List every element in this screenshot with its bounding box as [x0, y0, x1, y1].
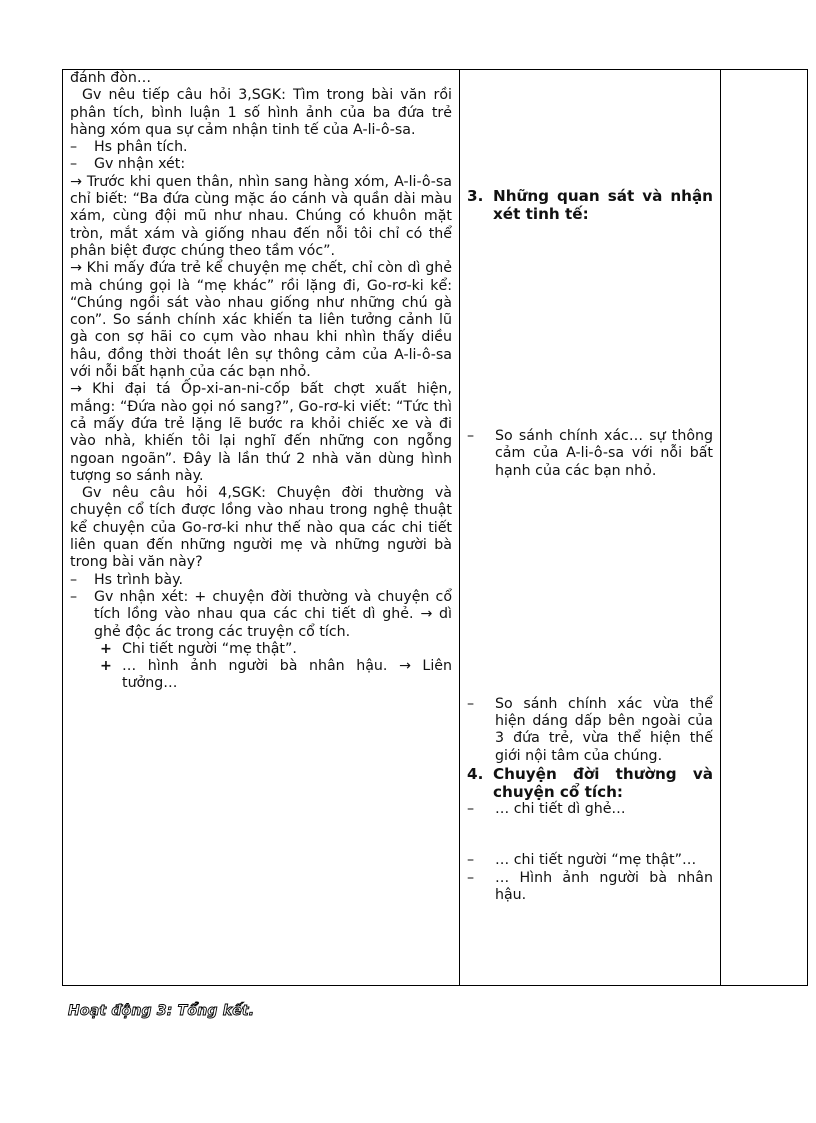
dash-marker: –	[467, 695, 475, 712]
bullet-text: So sánh chính xác… sự thông cảm của A-li-ô-sa với nỗi bất hạnh của các bạn nhỏ.	[495, 428, 713, 479]
activity-3-heading: Hoạt động 3: Tổng kết.	[68, 1003, 255, 1019]
heading-number: 3.	[467, 187, 484, 205]
bullet-text: Gv nhận xét:	[94, 156, 186, 173]
section-heading-4	[467, 765, 713, 801]
dash-marker: –	[467, 801, 475, 818]
dash-marker: –	[467, 428, 475, 444]
left-paragraph-0: đánh đòn…	[70, 70, 152, 86]
content-cell	[460, 70, 721, 986]
teacher-activity-cell	[63, 70, 460, 986]
bullet-text: So sánh chính xác vừa thể hiện dáng dấp bên ngoài của 3 đứa trẻ, vừa thể hiện thế giới nội tâm của chúng.	[495, 695, 713, 764]
left-bullet-4	[70, 589, 452, 641]
content-bullet-2	[467, 696, 713, 765]
left-subbullet-2	[70, 658, 452, 693]
left-bullet-1	[70, 139, 452, 156]
lesson-table-grid	[62, 69, 808, 986]
plus-marker: +	[100, 640, 112, 657]
bullet-text: … chi tiết dì ghẻ…	[495, 801, 626, 818]
dash-marker: –	[70, 588, 78, 605]
lesson-table	[62, 69, 806, 986]
spacer	[467, 480, 713, 696]
bullet-text: Hs phân tích.	[94, 139, 188, 156]
heading-number: 4.	[467, 765, 484, 784]
dash-marker: –	[70, 156, 78, 173]
spacer	[467, 223, 713, 428]
dash-marker: –	[70, 139, 78, 156]
left-paragraph-3: → Khi mấy đứa trẻ kể chuyện mẹ chết, chỉ còn dì ghẻ mà chúng gọi là “mẹ khác” rồi lặng đi, Go-rơ-ki kể: “Chúng ngồi sát vào nhau giống như những chú gà con”. So sánh chính xác khiến ta liên tưởng cảnh lũ gà con sợ hãi co cụm vào nhau khi nhìn thấy diều hâu, đồng thời thoát lên sự thông cảm của A-li-ô-sa với nỗi bất hạnh của các bạn nhỏ.	[70, 260, 452, 381]
subbullet-text: … hình ảnh người bà nhân hậu. → Liên tưởng…	[122, 658, 452, 692]
left-subbullet-1	[70, 641, 452, 658]
bullet-text: … Hình ảnh người bà nhân hậu.	[495, 869, 713, 903]
dash-marker: –	[467, 852, 475, 869]
left-paragraph-2: → Trước khi quen thân, nhìn sang hàng xóm, A-li-ô-sa chỉ biết: “Ba đứa cùng mặc áo cánh và quần dài màu xám, cùng đội mũ như nhau. Chúng có khuôn mặt tròn, mắt xám và giống nhau đến nỗi tôi chỉ có thể phân biệt được chúng theo tầm vóc”.	[70, 173, 452, 259]
content-bullet-4	[467, 852, 713, 869]
content-bullet-5	[467, 870, 713, 905]
left-question-4: Gv nêu câu hỏi 4,SGK: Chuyện đời thường và chuyện cổ tích được lồng vào nhau trong nghệ thuật kể chuyện của Go-rơ-ki như thế nào qua các chi tiết liên quan đến những người mẹ và những người bà trong bài văn này?	[70, 485, 452, 571]
content-bullet-3	[467, 801, 713, 818]
plus-marker: +	[100, 658, 112, 675]
notes-cell	[721, 70, 808, 986]
dash-marker: –	[467, 869, 475, 886]
content-bullet-1	[467, 428, 713, 480]
left-bullet-3	[70, 572, 452, 589]
left-question-3: Gv nêu tiếp câu hỏi 3,SGK: Tìm trong bài văn rồi phân tích, bình luận 1 số hình ảnh của ba đứa trẻ hàng xóm qua sự cảm nhận tinh tế của A-li-ô-sa.	[70, 87, 452, 138]
spacer	[467, 818, 713, 852]
bullet-text: Hs trình bày.	[94, 571, 183, 588]
left-paragraph-4: → Khi đại tá Ốp-xi-an-ni-cốp bất chợt xuất hiện, mắng: “Đứa nào gọi nó sang?”, Go-rơ-ki viết: “Tức thì cả mấy đứa trẻ lặng lẽ bước ra khỏi chiếc xe và đi vào nhà, khiến tôi lại nghĩ đến những con ngỗng ngoan ngoãn”. Đây là lần thứ 2 nhà văn dùng hình tượng so sánh này.	[70, 381, 452, 484]
table-row	[63, 70, 808, 986]
heading-text: Chuyện đời thường và chuyện cổ tích:	[493, 765, 713, 802]
dash-marker: –	[70, 571, 78, 588]
spacer	[467, 70, 713, 187]
bullet-text: Gv nhận xét: + chuyện đời thường và chuyện cổ tích lồng vào nhau qua các chi tiết dì ghẻ. → dì ghẻ độc ác trong các truyện cổ tích.	[94, 588, 452, 640]
heading-text: Những quan sát và nhận xét tinh tế:	[493, 187, 713, 223]
section-heading-3	[467, 187, 713, 223]
subbullet-text: Chi tiết người “mẹ thật”.	[122, 640, 297, 657]
left-bullet-2	[70, 156, 452, 173]
bullet-text: … chi tiết người “mẹ thật”…	[495, 852, 697, 869]
